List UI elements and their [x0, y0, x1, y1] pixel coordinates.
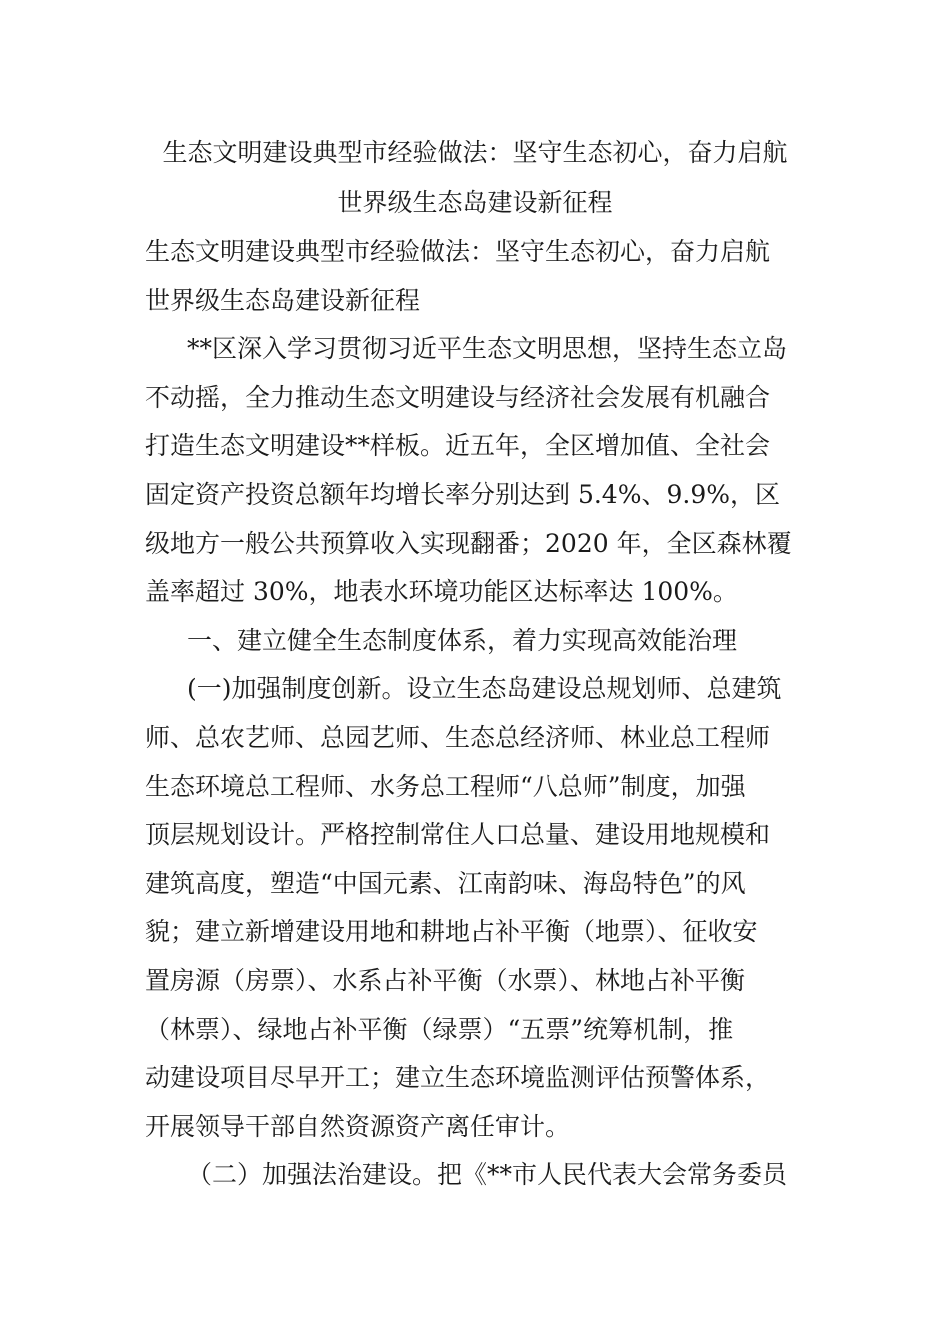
- intro-line: 级地方一般公共预算收入实现翻番；2020 年，全区森林覆: [145, 528, 792, 558]
- item1-line: （林票）、绿地占补平衡（绿票）“五票”统筹机制，推: [145, 1014, 734, 1044]
- section-heading-1: [145, 617, 810, 666]
- item-paragraph-2: [145, 1151, 810, 1200]
- section-heading-text: 一、建立健全生态制度体系，着力实现高效能治理: [187, 625, 738, 655]
- intro-line: 不动摇，全力推动生态文明建设与经济社会发展有机融合: [145, 382, 771, 412]
- item1-line: 开展领导干部自然资源资产离任审计。: [145, 1111, 571, 1141]
- subtitle-line-1: 生态文明建设典型市经验做法：坚守生态初心，奋力启航: [145, 237, 771, 266]
- item-paragraph-1: [145, 665, 810, 1151]
- item1-line: 置房源（房票）、水系占补平衡（水票）、林地占补平衡: [145, 965, 746, 995]
- title-line-2: 世界级生态岛建设新征程: [337, 188, 613, 217]
- document-title: [140, 128, 810, 228]
- item1-line: 动建设项目尽早开工；建立生态环境监测评估预警体系，: [145, 1063, 771, 1093]
- title-line-1: 生态文明建设典型市经验做法：坚守生态初心，奋力启航: [162, 138, 788, 167]
- item1-line: (一)加强制度创新。设立生态岛建设总规划师、总建筑: [187, 674, 782, 704]
- subtitle-paragraph: [145, 228, 810, 325]
- subtitle-line-2: 世界级生态岛建设新征程: [145, 285, 421, 315]
- item2-line: （二）加强法治建设。把《**市人民代表大会常务委员: [187, 1160, 788, 1190]
- intro-line: 盖率超过 30%，地表水环境功能区达标率达 100%。: [145, 577, 738, 607]
- item1-line: 师、总农艺师、总园艺师、生态总经济师、林业总工程师: [145, 722, 771, 752]
- item1-line: 顶层规划设计。严格控制常住人口总量、建设用地规模和: [145, 820, 771, 850]
- item1-line: 貌；建立新增建设用地和耕地占补平衡（地票）、征收安: [145, 917, 758, 947]
- intro-line: 固定资产投资总额年均增长率分别达到 5.4%、9.9%，区: [145, 479, 780, 509]
- intro-line: 打造生态文明建设**样板。近五年，全区增加值、全社会: [145, 431, 771, 461]
- item1-line: 建筑高度，塑造“中国元素、江南韵味、海岛特色”的风: [145, 868, 746, 898]
- intro-line: **区深入学习贯彻习近平生态文明思想，坚持生态立岛: [187, 334, 788, 364]
- document-body: [145, 228, 810, 1200]
- item1-line: 生态环境总工程师、水务总工程师“八总师”制度，加强: [145, 771, 746, 801]
- intro-paragraph: [145, 325, 810, 617]
